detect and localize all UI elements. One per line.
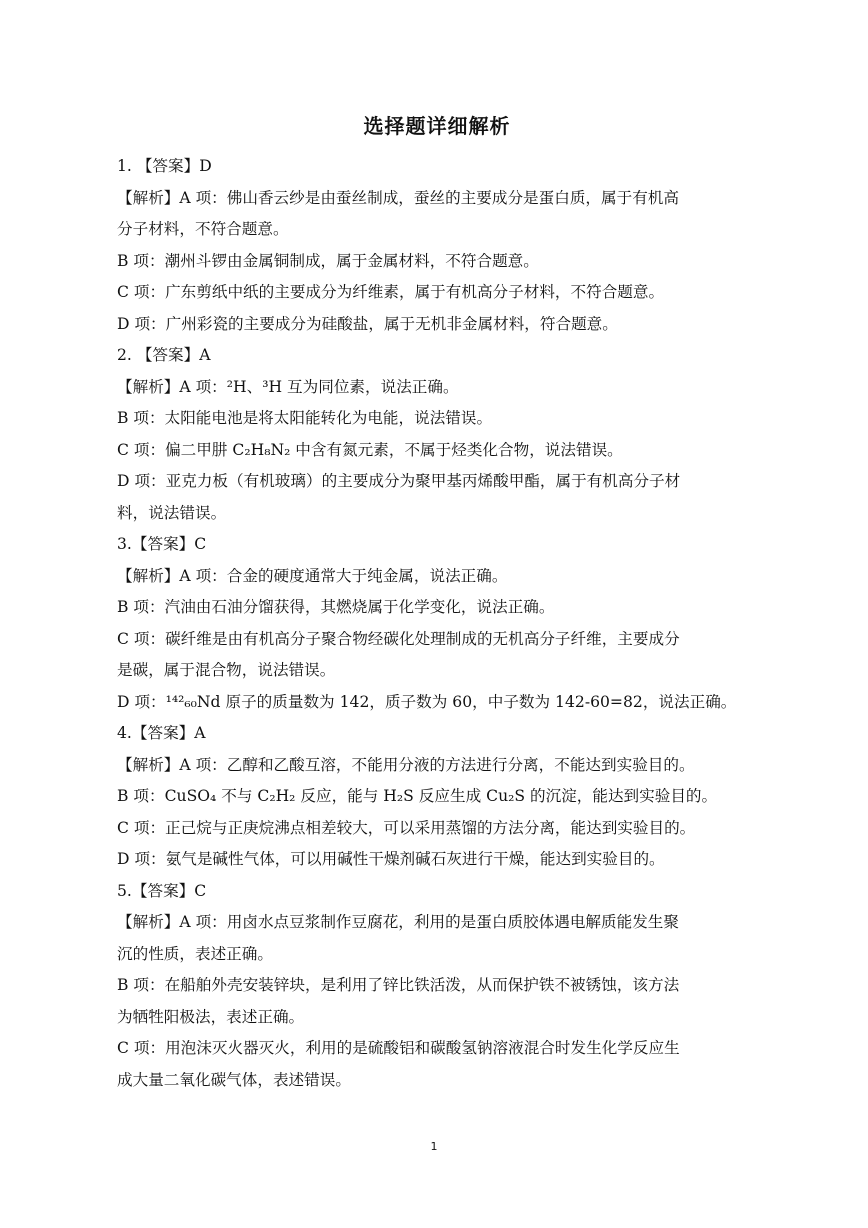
explanation-line: 【解析】A 项：²H、³H 互为同位素，说法正确。 [117, 377, 459, 396]
explanation-line: D 项：亚克力板（有机玻璃）的主要成分为聚甲基丙烯酸甲酯，属于有机高分子材 [117, 472, 681, 490]
question-block [117, 718, 757, 876]
explanation-line: 【解析】A 项：佛山香云纱是由蚕丝制成，蚕丝的主要成分是蛋白质，属于有机高 [117, 188, 679, 207]
question-block [117, 529, 757, 718]
page-number: 1 [430, 1140, 438, 1153]
question-block [117, 876, 757, 1097]
explanation-line: C 项：正己烷与正庚烷沸点相差较大，可以采用蒸馏的方法分离，能达到实验目的。 [117, 818, 696, 837]
question-block [117, 151, 757, 340]
explanation-line: C 项：广东剪纸中纸的主要成分为纤维素，属于有机高分子材料，不符合题意。 [117, 283, 665, 301]
explanation-line: B 项：CuSO₄ 不与 C₂H₂ 反应，能与 H₂S 反应生成 Cu₂S 的沉淀，能达到实验目的。 [117, 787, 718, 805]
explanation-line: C 项：用泡沫灭火器灭火，利用的是硫酸铝和碳酸氢钠溶液混合时发生化学反应生 [117, 1039, 680, 1057]
document-content [117, 110, 757, 1096]
explanation-line: D 项：氨气是碱性气体，可以用碱性干燥剂碱石灰进行干燥，能达到实验目的。 [117, 850, 665, 868]
question-block [117, 340, 757, 529]
explanation-line: 成大量二氧化碳气体，表述错误。 [117, 1070, 351, 1089]
answer-line: 3.【答案】C [117, 535, 207, 553]
answer-list [117, 151, 757, 1096]
explanation-line: D 项：广州彩瓷的主要成分为硅酸盐，属于无机非金属材料，符合题意。 [117, 314, 618, 333]
explanation-line: B 项：太阳能电池是将太阳能转化为电能，说法错误。 [117, 409, 493, 427]
explanation-line: B 项：潮州斗锣由金属铜制成，属于金属材料，不符合题意。 [117, 251, 539, 270]
explanation-line: 沉的性质，表述正确。 [117, 944, 273, 963]
explanation-line: D 项：¹⁴²₆₀Nd 原子的质量数为 142，质子数为 60，中子数为 142-60=82，说法正确。 [117, 692, 737, 711]
explanation-line: B 项：在船舶外壳安装锌块，是利用了锌比铁活泼，从而保护铁不被锈蚀，该方法 [117, 976, 680, 994]
page-title: 选择题详细解析 [363, 114, 511, 138]
explanation-line: 【解析】A 项：用卤水点豆浆制作豆腐花，利用的是蛋白质胶体遇电解质能发生聚 [117, 913, 679, 931]
answer-line: 2. 【答案】A [117, 346, 211, 364]
explanation-line: C 项：偏二甲肼 C₂H₈N₂ 中含有氮元素，不属于烃类化合物，说法错误。 [117, 440, 623, 459]
explanation-line: 【解析】A 项：合金的硬度通常大于纯金属，说法正确。 [117, 566, 508, 585]
explanation-line: 料，说法错误。 [117, 503, 227, 522]
answer-line: 1. 【答案】D [117, 157, 212, 175]
explanation-line: 是碳，属于混合物，说法错误。 [117, 661, 336, 679]
explanation-line: 分子材料，不符合题意。 [117, 220, 289, 238]
explanation-line: 【解析】A 项：乙醇和乙酸互溶，不能用分液的方法进行分离，不能达到实验目的。 [117, 755, 695, 774]
explanation-line: B 项：汽油由石油分馏获得，其燃烧属于化学变化，说法正确。 [117, 598, 555, 616]
answer-line: 5.【答案】C [117, 881, 207, 900]
explanation-line: 为牺牲阳极法，表述正确。 [117, 1007, 305, 1026]
answer-line: 4.【答案】A [117, 724, 206, 742]
explanation-line: C 项：碳纤维是由有机高分子聚合物经碳化处理制成的无机高分子纤维，主要成分 [117, 629, 680, 648]
